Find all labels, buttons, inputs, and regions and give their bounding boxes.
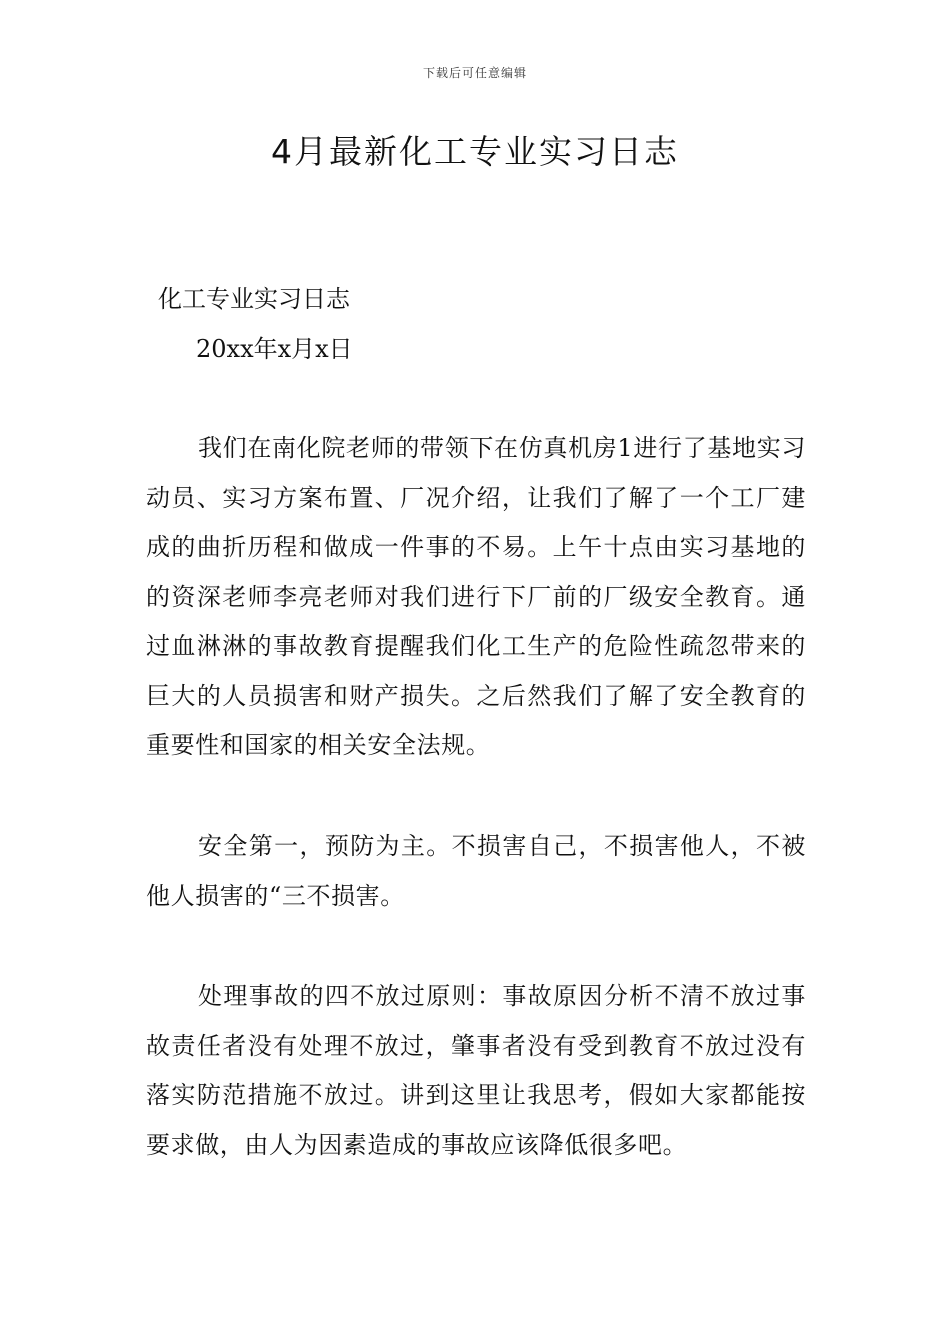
document-title: 4月最新化工专业实习日志 bbox=[271, 132, 679, 171]
document-date: 20xx年x月x日 bbox=[196, 335, 353, 363]
header-note: 下载后可任意编辑 bbox=[422, 66, 527, 80]
paragraph-1: 我们在南化院老师的带领下在仿真机房1进行了基地实习动员、实习方案布置、厂况介绍，让我们了解了一个工厂建成的曲折历程和做成一件事的不易。上午十点由实习基地的的资深老师李亮老师对我们进行下厂前的厂级安全教育。通过血淋淋的事故教育提醒我们化工生产的危险性疏忽带来的巨大的人员损害和财产损失。之后然我们了解了安全教育的重要性和国家的相关安全法规。 bbox=[146, 434, 806, 759]
document-subtitle: 化工专业实习日志 bbox=[158, 285, 350, 313]
paragraph-3: 处理事故的四不放过原则：事故原因分析不清不放过事故责任者没有处理不放过，肇事者没有受到教育不放过没有落实防范措施不放过。讲到这里让我思考，假如大家都能按要求做，由人为因素造成的事故应该降低很多吧。 bbox=[146, 982, 806, 1159]
paragraph-2: 安全第一，预防为主。不损害自己，不损害他人，不被他人损害的“三不损害。 bbox=[146, 832, 806, 910]
